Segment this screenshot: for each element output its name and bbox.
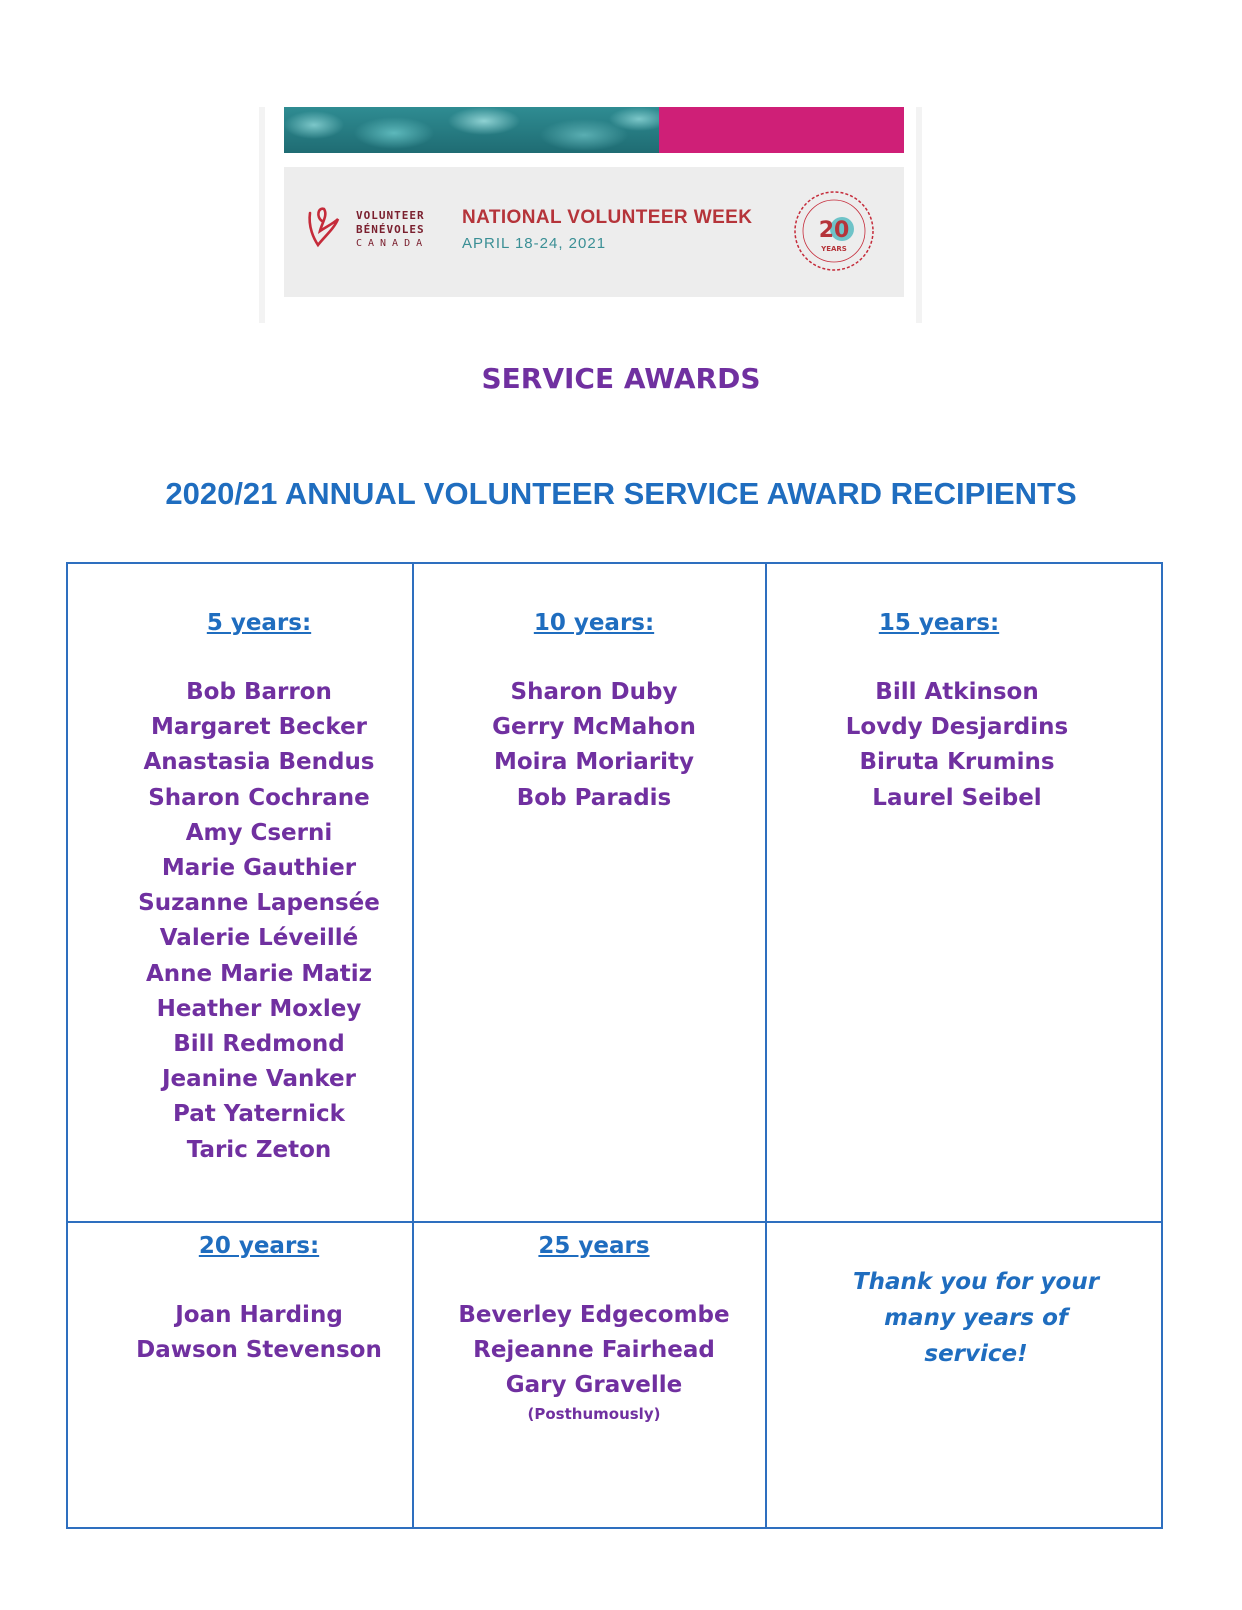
banner-card (284, 167, 904, 297)
recipient-name: Anastasia Bendus (143, 749, 375, 776)
recipient-name: Valerie Léveillé (159, 925, 359, 952)
recipient-name: Bob Paradis (516, 784, 672, 811)
award-heading: 10 years: (533, 610, 655, 636)
banner-edge (259, 107, 265, 323)
recipient-list (767, 675, 1147, 816)
recipient-name: Rejeanne Fairhead (473, 1337, 715, 1364)
badge-label: YEARS (821, 245, 847, 253)
event-dates: APRIL 18-24, 2021 (462, 235, 607, 252)
award-cell-5-years (66, 605, 452, 1168)
recipient-list (66, 1298, 452, 1368)
award-heading: 5 years: (206, 610, 312, 636)
badge-number: 20 (818, 218, 850, 243)
recipient-name: Marie Gauthier (161, 855, 357, 882)
recipient-name: Sharon Cochrane (148, 784, 370, 811)
recipient-name: Lovdy Desjardins (845, 714, 1069, 741)
banner-color-block (659, 107, 904, 153)
recipient-name: Margaret Becker (150, 714, 368, 741)
award-cell-15-years (767, 605, 1147, 816)
recipient-name: Laurel Seibel (872, 784, 1042, 811)
table-border-bottom (66, 1527, 1163, 1529)
recipient-name: Jeanine Vanker (162, 1066, 356, 1093)
recipient-note: (Posthumously) (527, 1404, 661, 1423)
recipient-name: Bill Redmond (173, 1031, 345, 1058)
recipient-name: Suzanne Lapensée (138, 890, 380, 917)
award-cell-10-years (424, 605, 764, 816)
page-title: 2020/21 ANNUAL VOLUNTEER SERVICE AWARD RECIPIENTS (165, 476, 1077, 511)
thanks-message: Thank you for your many years of service! (852, 1269, 1100, 1367)
recipient-name: Dawson Stevenson (136, 1337, 382, 1364)
recipient-list (424, 675, 764, 816)
banner-photo-strip (284, 107, 659, 153)
recipient-list (66, 675, 452, 1168)
recipient-name: Pat Yaternick (173, 1101, 345, 1128)
anniversary-badge-icon (792, 189, 876, 273)
thanks-cell (836, 1264, 1116, 1372)
recipient-name: Moira Moriarity (493, 749, 695, 776)
award-heading: 15 years: (878, 610, 1000, 636)
recipient-name: Beverley Edgecombe (458, 1302, 730, 1328)
recipient-name: Gerry McMahon (492, 714, 696, 741)
event-banner (259, 107, 922, 323)
volunteer-canada-wordmark (356, 209, 428, 251)
award-heading: 25 years (538, 1233, 650, 1259)
recipient-name: Joan Harding (175, 1302, 343, 1328)
org-line-1: VOLUNTEER (356, 209, 425, 222)
award-cell-20-years (66, 1228, 452, 1368)
recipient-name: Anne Marie Matiz (145, 960, 373, 987)
table-border-top (66, 562, 1163, 564)
table-border-right (1161, 562, 1163, 1529)
recipient-name: Taric Zeton (186, 1136, 332, 1163)
recipient-name: Gary Gravelle (505, 1372, 683, 1399)
event-title: NATIONAL VOLUNTEER WEEK (462, 207, 753, 228)
banner-edge (916, 107, 922, 323)
org-line-3: CANADA (356, 238, 429, 249)
recipient-name: Bob Barron (186, 679, 332, 705)
recipient-name: Sharon Duby (510, 679, 678, 705)
volunteer-canada-logo-icon (304, 201, 344, 251)
table-row-divider (66, 1221, 1163, 1223)
recipient-list (424, 1298, 764, 1424)
recipient-name: Amy Cserni (185, 819, 333, 846)
org-line-2: BÉNÉVOLES (356, 223, 425, 236)
recipient-name: Bill Atkinson (875, 679, 1039, 705)
recipient-name: Biruta Krumins (859, 749, 1055, 776)
awards-table (66, 562, 1163, 1529)
award-cell-25-years (424, 1228, 764, 1424)
recipient-name: Heather Moxley (156, 995, 362, 1022)
award-heading: 20 years: (198, 1233, 320, 1259)
section-title: SERVICE AWARDS (481, 362, 761, 395)
